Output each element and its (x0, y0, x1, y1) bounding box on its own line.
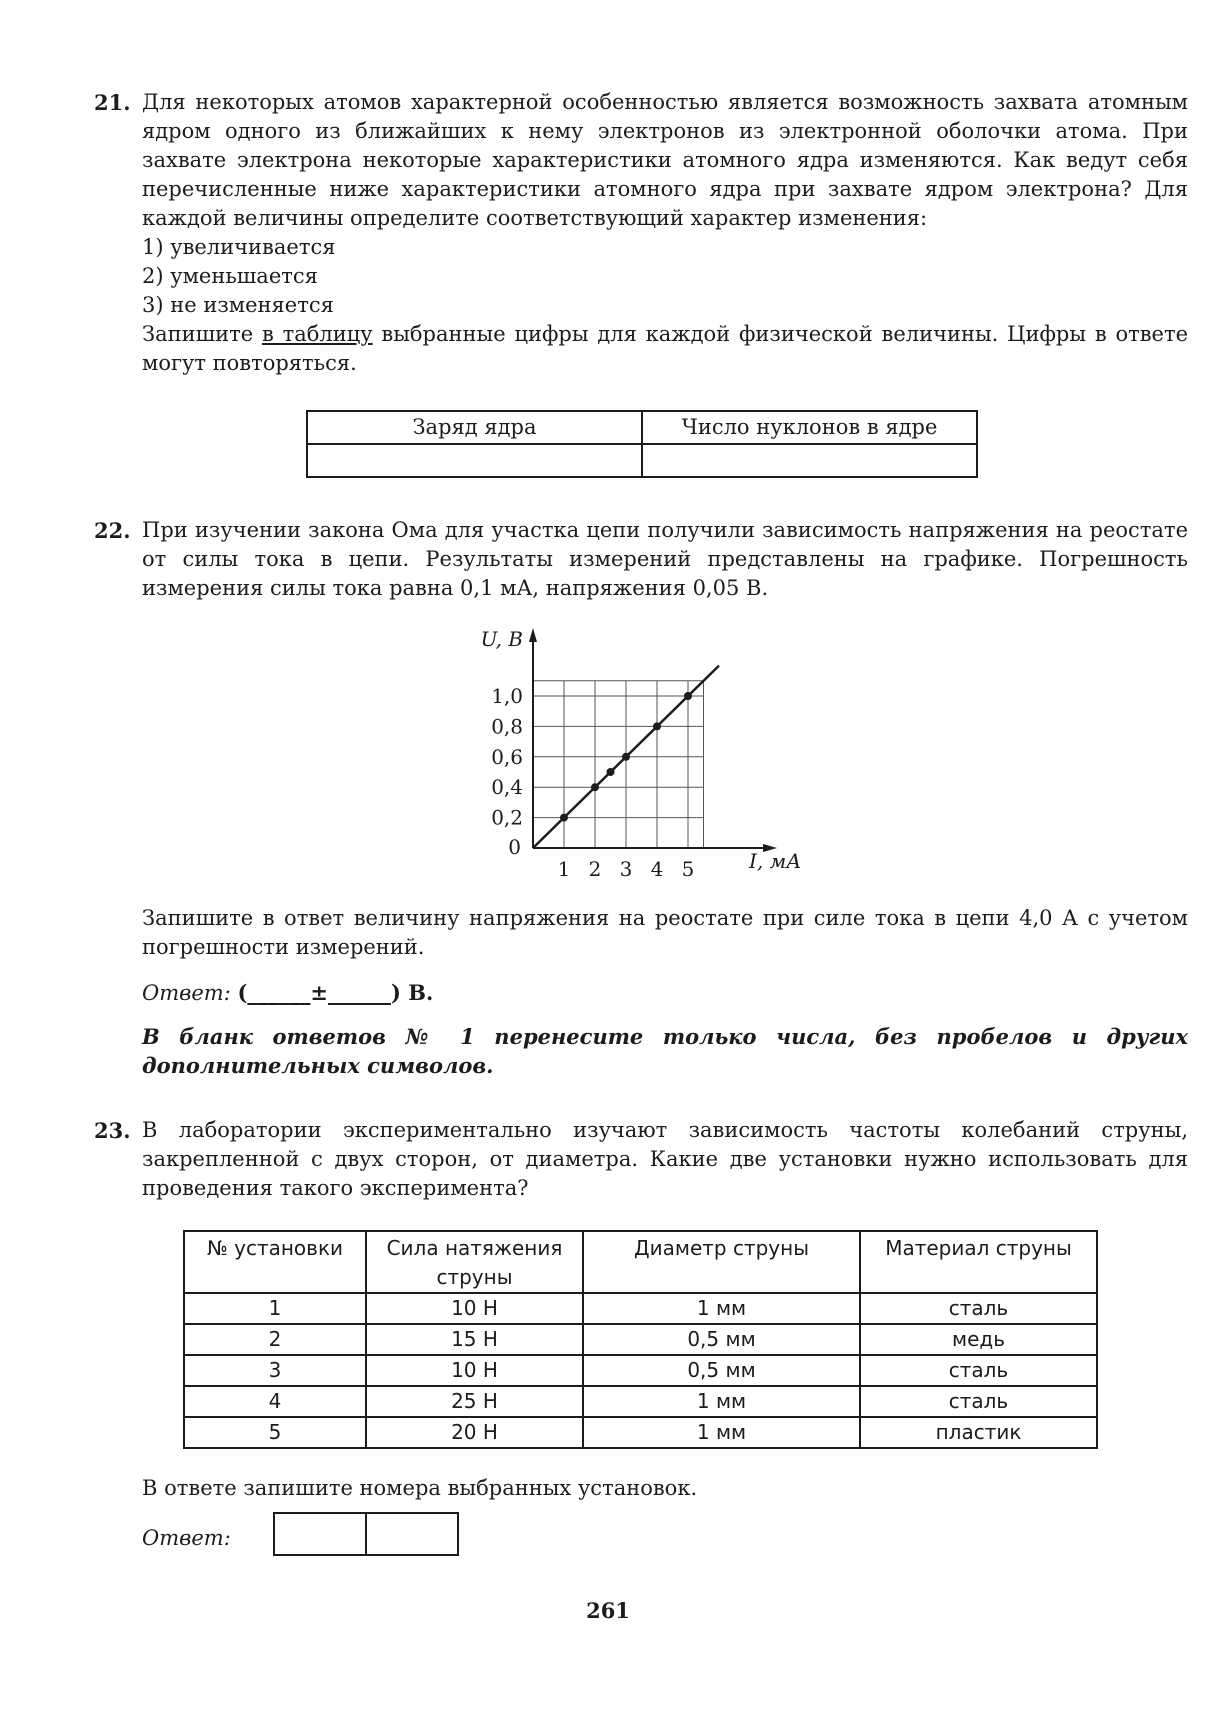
x-tick-label: 2 (588, 857, 602, 880)
table-cell: 20 Н (366, 1417, 583, 1448)
table-cell: 4 (184, 1386, 366, 1417)
data-point (622, 753, 630, 761)
table-cell: 1 (184, 1293, 366, 1324)
y-axis-arrow (529, 628, 537, 642)
table-row (184, 1324, 1097, 1355)
table-row (184, 1355, 1097, 1386)
table-cell: 10 Н (366, 1355, 583, 1386)
data-point (560, 814, 568, 822)
column-header: № установки (184, 1231, 366, 1293)
table-cell: медь (860, 1324, 1097, 1355)
option-item: 3) не изменяется (142, 293, 334, 317)
y-tick-label: 0,2 (491, 805, 523, 830)
answer-note: В бланк ответов № 1 перенесите только числа, без пробелов и других дополнительных символов. (142, 1024, 1188, 1078)
table-cell: 3 (184, 1355, 366, 1386)
table-cell: 0,5 мм (583, 1355, 860, 1386)
page-number: 261 (586, 1598, 630, 1623)
answer-line (142, 978, 1188, 1008)
y-tick-label: 0,6 (491, 744, 523, 769)
answer-row (94, 1524, 1188, 1553)
answer-label: Ответ: (142, 981, 231, 1005)
table-cell: 2 (184, 1324, 366, 1355)
table-cell: 1 мм (583, 1293, 860, 1324)
table-cell: сталь (860, 1355, 1097, 1386)
instruction-text: Запишите (142, 322, 262, 346)
data-point (684, 692, 692, 700)
task-22-question (94, 904, 1188, 1080)
voltage-current-chart (460, 620, 820, 880)
task-text: При изучении закона Ома для участка цепи получили зависимость напряжения на реостате от силы тока в цепи. Результаты измерений представлены на графике. Погрешность измерения силы тока равна 0,1 мА, напряжения 0,05 В. (142, 518, 1188, 600)
x-tick-label: 3 (619, 857, 633, 880)
answer-box[interactable] (273, 1512, 367, 1556)
y-tick-label: 0,8 (491, 714, 523, 739)
answer-label: Ответ: (142, 1526, 231, 1550)
table-header: Число нуклонов в ядре (642, 411, 977, 444)
answer-template: (______±______) В. (237, 980, 434, 1005)
y-tick-label: 1,0 (491, 684, 523, 708)
data-point (607, 768, 615, 776)
answer-cell[interactable] (642, 444, 977, 477)
column-header: Диаметр струны (583, 1231, 860, 1293)
x-tick-label: 5 (681, 857, 695, 880)
task-text: Для некоторых атомов характерной особенностью является возможность захвата атомным ядром одного из ближайших к нему электронов из электронной оболочки атома. При захвате электрона некоторые характеристики атомного ядра изменяются. Как ведут себя перечисленные ниже характеристики атомного ядра при захвате ядром электрона? Для каждой величины определите соответствующий характер изменения: (142, 90, 1188, 230)
setups-table-body (184, 1293, 1097, 1448)
task-number: 21. (94, 90, 131, 115)
option-item: 1) увеличивается (142, 235, 336, 259)
task-instruction (142, 320, 1188, 378)
table-cell: сталь (860, 1386, 1097, 1417)
task-23 (94, 1116, 1188, 1203)
footer-text: В ответе запишите номера выбранных установок. (142, 1476, 698, 1500)
y-tick-label: 0,4 (491, 775, 523, 800)
table-cell: 10 Н (366, 1293, 583, 1324)
column-header: Материал струны (860, 1231, 1097, 1293)
answer-cell[interactable] (307, 444, 642, 477)
option-list (142, 233, 1188, 320)
data-point (591, 783, 599, 791)
instruction-link: в таблицу (261, 322, 373, 346)
chart-labels (481, 627, 802, 880)
option-item: 2) уменьшается (142, 264, 318, 288)
instruction-text: выбранные цифры для каждой физической величины. Цифры в ответе могут повторяться. (142, 322, 1189, 375)
table-cell: 15 Н (366, 1324, 583, 1355)
table-cell: 1 мм (583, 1386, 860, 1417)
task-text: В лаборатории экспериментально изучают зависимость частоты колебаний струны, закрепленной с двух сторон, от диаметра. Какие две установки нужно использовать для проведения такого эксперимента? (142, 1118, 1188, 1200)
table-row (184, 1293, 1097, 1324)
task-22 (94, 516, 1188, 603)
table-cell: 5 (184, 1417, 366, 1448)
task-number: 22. (94, 518, 131, 543)
question-text: Запишите в ответ величину напряжения на реостате при силе тока в цепи 4,0 А с учетом погрешности измерений. (142, 906, 1188, 959)
table-cell: 25 Н (366, 1386, 583, 1417)
task-21 (94, 88, 1188, 378)
x-tick-label: 4 (650, 857, 664, 880)
task-number: 23. (94, 1118, 131, 1143)
table-row (184, 1386, 1097, 1417)
data-point (653, 722, 661, 730)
table-cell: сталь (860, 1293, 1097, 1324)
answer-table-21 (306, 410, 978, 478)
table-cell: пластик (860, 1417, 1097, 1448)
table-cell: 1 мм (583, 1417, 860, 1448)
y-axis-label: U, В (480, 627, 523, 651)
table-header: Заряд ядра (307, 411, 642, 444)
origin-label: 0 (508, 835, 521, 859)
answer-box[interactable] (367, 1512, 459, 1556)
table-row (184, 1417, 1097, 1448)
x-axis-label: I, мА (749, 849, 802, 873)
task-23-footer (94, 1474, 1188, 1503)
setups-table (183, 1230, 1098, 1449)
answer-boxes (273, 1512, 459, 1556)
table-cell: 0,5 мм (583, 1324, 860, 1355)
column-header: Сила натяжения струны (366, 1231, 583, 1293)
x-tick-label: 1 (557, 857, 571, 880)
